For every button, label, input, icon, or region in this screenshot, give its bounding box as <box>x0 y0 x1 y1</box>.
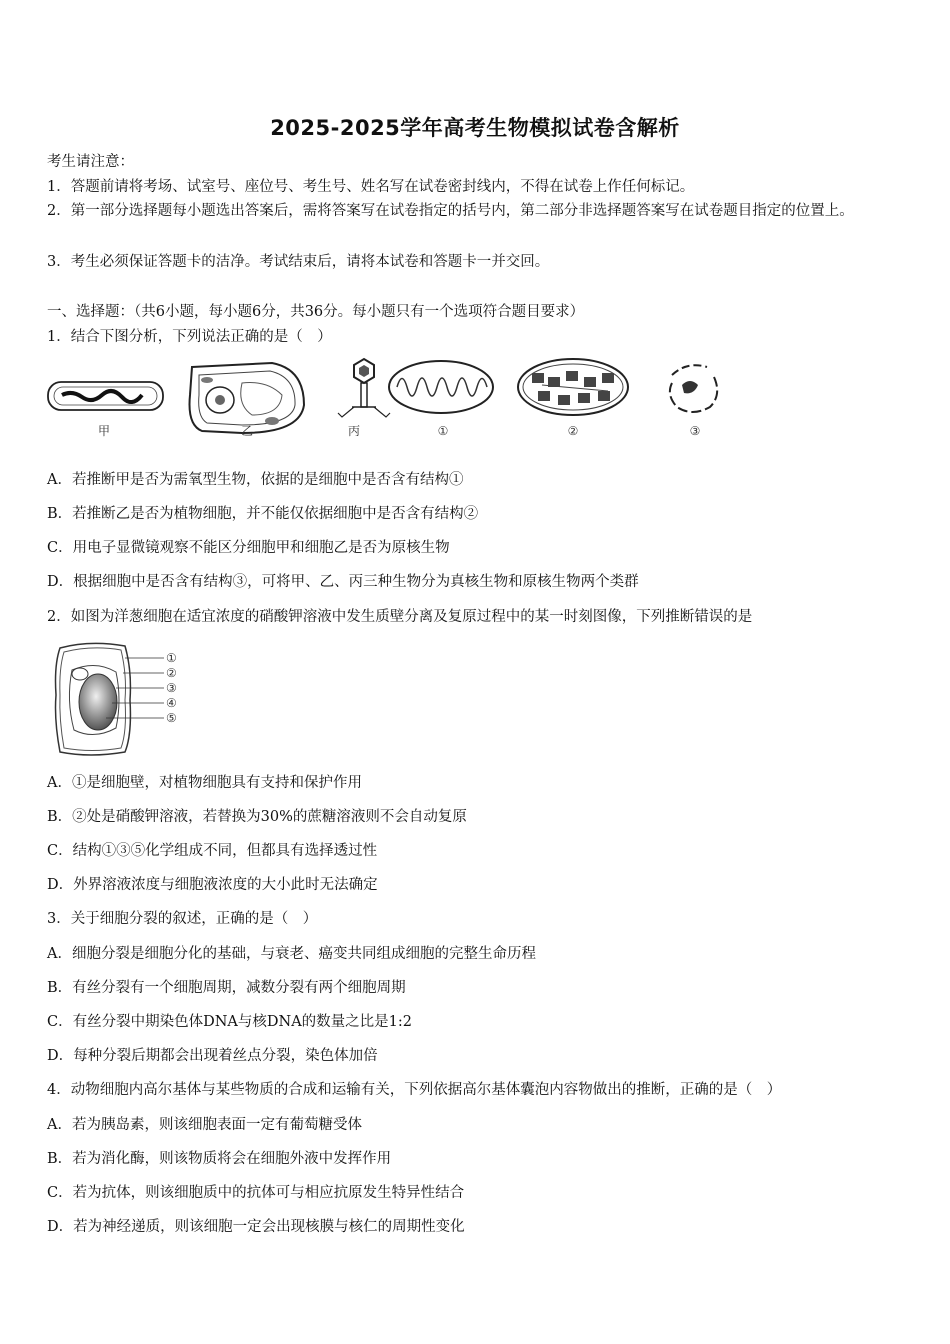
figure2-label-3: ③ <box>166 681 177 695</box>
figure-label-2: ② <box>567 424 579 438</box>
question-3-option-d: D．每种分裂后期都会出现着丝点分裂，染色体加倍 <box>47 1048 378 1064</box>
question-4-option-c: C．若为抗体，则该细胞质中的抗体可与相应抗原发生特异性结合 <box>47 1185 465 1201</box>
figure-label-bing: 丙 <box>347 424 361 438</box>
figure-label-1: ① <box>437 424 449 438</box>
question-2-option-b: B．②处是硝酸钾溶液，若替换为30%的蔗糖溶液则不会自动复原 <box>47 809 467 825</box>
figure-label-3: ③ <box>689 424 701 438</box>
question-4-stem: 4．动物细胞内高尔基体与某些物质的合成和运输有关，下列依据高尔基体囊泡内容物做出的推断，正确的是（ ） <box>47 1082 782 1098</box>
figure-label-yi: 乙 <box>240 424 254 438</box>
figure-label-jia: 甲 <box>97 424 111 438</box>
question-1-option-b: B．若推断乙是否为植物细胞，并不能仅依据细胞中是否含有结构② <box>47 506 479 522</box>
question-4-option-a: A．若为胰岛素，则该细胞表面一定有葡萄糖受体 <box>47 1117 362 1133</box>
question-1-figure <box>42 355 732 445</box>
notice-heading: 考生请注意： <box>47 154 134 170</box>
question-3-option-c: C．有丝分裂中期染色体DNA与核DNA的数量之比是1:2 <box>47 1014 412 1030</box>
question-3-option-a: A．细胞分裂是细胞分化的基础，与衰老、癌变共同组成细胞的完整生命历程 <box>47 946 536 962</box>
virus-bing-image <box>338 359 390 417</box>
notice-item-3: 3．考生必须保证答题卡的洁净。考试结束后，请将本试卷和答题卡一并交回。 <box>47 254 550 270</box>
question-2-figure <box>50 640 190 758</box>
question-2-option-a: A．①是细胞壁，对植物细胞具有支持和保护作用 <box>47 775 362 791</box>
figure2-label-1: ① <box>166 651 177 665</box>
section-heading: 一、选择题：（共6小题，每小题6分，共36分。每小题只有一个选项符合题目要求） <box>47 304 585 320</box>
cell-jia-image <box>48 382 163 410</box>
figure2-label-5: ⑤ <box>166 711 177 725</box>
question-1-option-c: C．用电子显微镜观察不能区分细胞甲和细胞乙是否为原核生物 <box>47 540 450 556</box>
notice-item-2: 2．第一部分选择题每小题选出答案后，需将答案写在试卷指定的括号内，第二部分非选择题答案写在试卷题目指定的位置上。 <box>47 203 854 219</box>
figure2-label-2: ② <box>166 666 177 680</box>
exam-title: 2025-2025学年高考生物模拟试卷含解析 <box>270 116 680 140</box>
figure2-label-4: ④ <box>166 696 177 710</box>
structure-2-chloroplast-image <box>518 359 628 415</box>
question-1-option-a: A．若推断甲是否为需氧型生物，依据的是细胞中是否含有结构① <box>47 472 464 488</box>
question-4-option-b: B．若为消化酶，则该物质将会在细胞外液中发挥作用 <box>47 1151 392 1167</box>
question-1-option-d: D．根据细胞中是否含有结构③，可将甲、乙、丙三种生物分为真核生物和原核生物两个类群 <box>47 574 639 590</box>
question-3-stem: 3．关于细胞分裂的叙述，正确的是（ ） <box>47 911 318 927</box>
question-1-stem: 1．结合下图分析，下列说法正确的是（ ） <box>47 329 332 345</box>
question-2-stem: 2．如图为洋葱细胞在适宜浓度的硝酸钾溶液中发生质壁分离及复原过程中的某一时刻图像，下列推断错误的是 <box>47 609 753 625</box>
question-3-option-b: B．有丝分裂有一个细胞周期，减数分裂有两个细胞周期 <box>47 980 406 996</box>
structure-1-mitochondrion-image <box>389 361 493 413</box>
question-2-option-d: D．外界溶液浓度与细胞液浓度的大小此时无法确定 <box>47 877 378 893</box>
notice-item-1: 1．答题前请将考场、试室号、座位号、考生号、姓名写在试卷密封线内，不得在试卷上作任何标记。 <box>47 179 695 195</box>
question-2-option-c: C．结构①③⑤化学组成不同，但都具有选择透过性 <box>47 843 378 859</box>
structure-3-nucleus-image <box>670 365 717 412</box>
cell-yi-image <box>190 363 305 433</box>
question-4-option-d: D．若为神经递质，则该细胞一定会出现核膜与核仁的周期性变化 <box>47 1219 465 1235</box>
